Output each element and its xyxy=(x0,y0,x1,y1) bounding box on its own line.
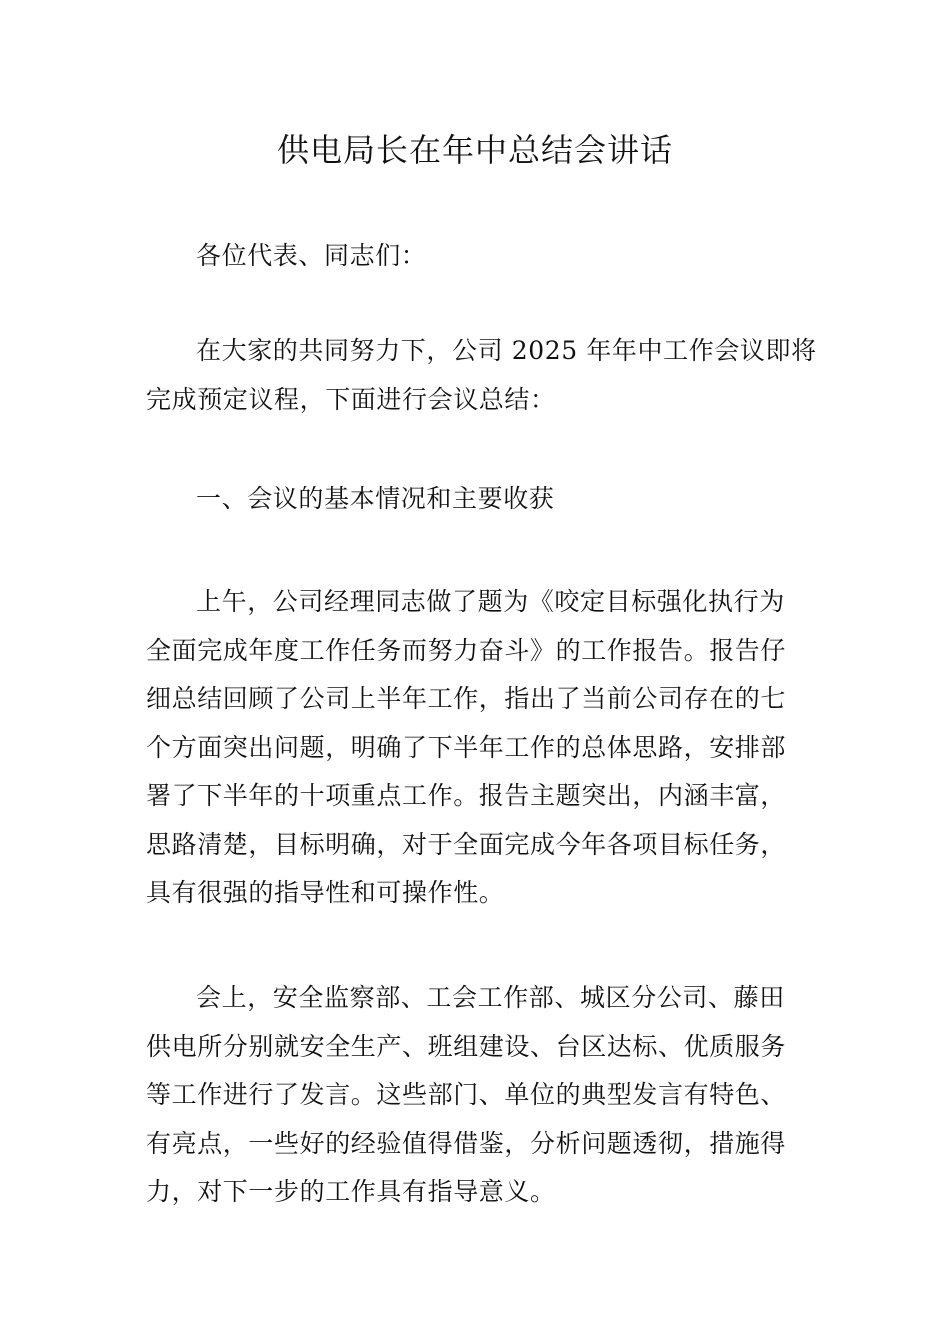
document-title: 供电局长在年中总结会讲话 xyxy=(276,131,673,169)
paragraph-line: 有亮点，一些好的经验值得借鉴，分析问题透彻，措施得 xyxy=(146,1128,787,1158)
paragraph-line: 会上，安全监察部、工会工作部、城区分公司、藤田 xyxy=(196,983,785,1012)
paragraph-report xyxy=(146,578,808,918)
paragraph-line: 细总结回顾了公司上半年工作，指出了当前公司存在的七 xyxy=(146,684,787,713)
paragraph-line: 个方面突出问题，明确了下半年工作的总体思路，安排部 xyxy=(146,732,787,762)
paragraph-line: 思路清楚，目标明确，对于全面完成今年各项目标任务， xyxy=(146,829,787,859)
salutation-line: 各位代表、同志们： xyxy=(196,241,427,270)
section-heading-line: 一、会议的基本情况和主要收获 xyxy=(196,484,555,513)
paragraph-line: 具有很强的指导性和可操作性。 xyxy=(146,878,505,907)
section-heading xyxy=(146,475,808,524)
paragraph-speeches xyxy=(146,974,808,1217)
paragraph-line: 在大家的共同努力下，公司 2025 年年中工作会议即将 xyxy=(196,336,817,365)
paragraph-line: 供电所分别就安全生产、班组建设、台区达标、优质服务 xyxy=(146,1031,787,1061)
paragraph-line: 力，对下一步的工作具有指导意义。 xyxy=(146,1177,556,1206)
paragraph-intro xyxy=(146,327,817,424)
paragraph-line: 等工作进行了发言。这些部门、单位的典型发言有特色、 xyxy=(146,1080,787,1109)
paragraph-line: 全面完成年度工作任务而努力奋斗》的工作报告。报告仔 xyxy=(146,635,787,665)
salutation xyxy=(146,232,808,281)
paragraph-line: 完成预定议程，下面进行会议总结： xyxy=(146,384,556,414)
paragraph-line: 署了下半年的十项重点工作。报告主题突出，内涵丰富， xyxy=(146,781,787,810)
paragraph-line: 上午，公司经理同志做了题为《咬定目标强化执行为 xyxy=(196,587,785,616)
